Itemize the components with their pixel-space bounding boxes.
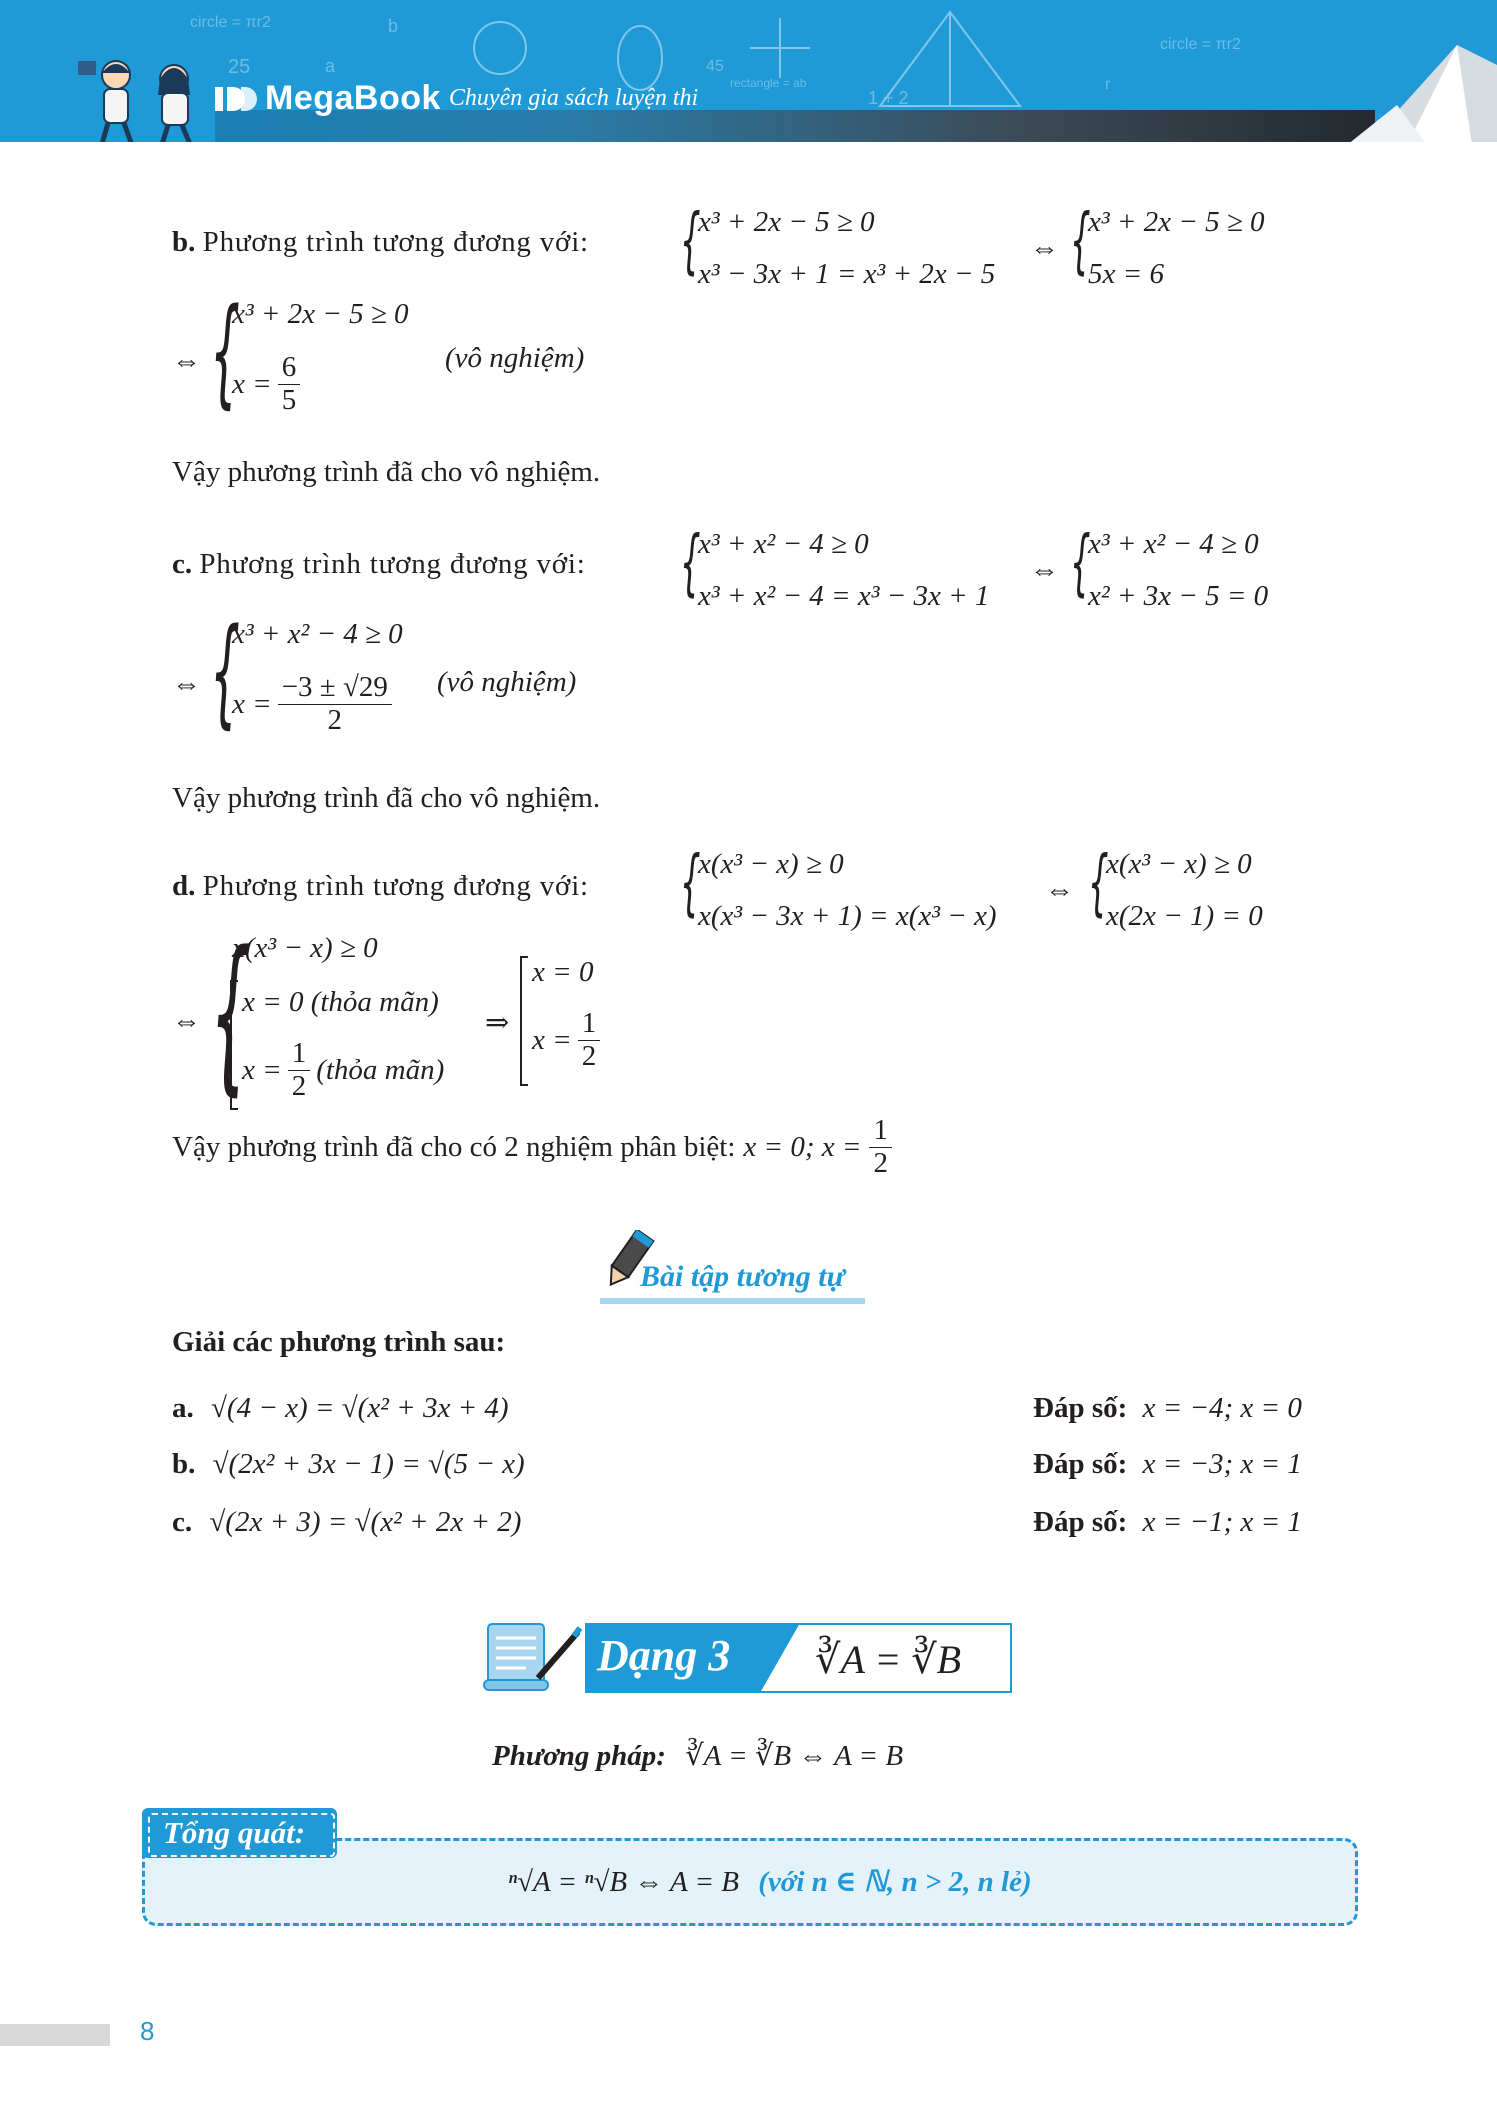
exercise-equation: √(2x² + 3x − 1) = √(5 − x) — [212, 1448, 525, 1480]
header-doodle: r — [1105, 76, 1111, 93]
exercise-label: b. — [172, 1448, 196, 1480]
brand-name: MegaBook — [265, 78, 441, 117]
answer-label: Đáp số: — [1033, 1506, 1128, 1538]
equation-line: x³ + x² − 4 ≥ 0 — [1088, 528, 1259, 560]
students-illustration — [64, 55, 214, 142]
equivalence-symbol: ⇔ — [1045, 874, 1074, 906]
part-b-conclusion: Vậy phương trình đã cho vô nghiệm. — [172, 456, 601, 488]
equivalence-symbol: ⇔ — [1030, 554, 1059, 586]
equation-line: x³ + 2x − 5 ≥ 0 — [1088, 206, 1265, 238]
answer-label: Đáp số: — [1033, 1448, 1128, 1480]
equation-line: x³ + 2x − 5 ≥ 0 — [232, 298, 409, 330]
method-label: Phương pháp: — [492, 1740, 666, 1772]
equation-line: x(2x − 1) = 0 — [1106, 900, 1263, 932]
section-title-bai-tap: Bài tập tương tự — [640, 1260, 845, 1293]
exercise-answer — [1033, 1448, 1302, 1481]
part-b-intro-line — [172, 226, 589, 259]
header-doodle: 1 + 2 — [868, 88, 909, 108]
exercise-item — [172, 1506, 521, 1539]
general-formula: ⁿ√A = ⁿ√B ⇔ A = B — [508, 1866, 740, 1898]
exercise-item — [172, 1448, 525, 1481]
equation-line: x³ + 2x − 5 ≥ 0 — [698, 206, 875, 238]
brand-tagline: Chuyên gia sách luyện thi — [448, 84, 699, 111]
equation-line: x³ + x² − 4 ≥ 0 — [698, 528, 869, 560]
bracket — [520, 956, 528, 1086]
megabook-logo-icon — [215, 83, 257, 113]
part-b-label: b. — [172, 226, 196, 258]
method-formula: ∛A = ∛B ⇔ A = B — [685, 1740, 904, 1772]
answer-value: x = −3; x = 1 — [1142, 1448, 1302, 1480]
equation-line: x(x³ − x) ≥ 0 — [698, 848, 844, 880]
part-d-solution: x = 0; x = — [743, 1130, 862, 1163]
part-c-intro: Phương trình tương đương với: — [199, 548, 586, 580]
equivalence-symbol: ⇔ — [172, 1005, 201, 1037]
equation-line: x = $\frac{6}{5}$ — [232, 352, 300, 417]
equation-line: x = $\frac{-3 \pm √29}{2}$ — [232, 672, 392, 737]
equation-line: 5x = 6 — [1088, 258, 1164, 290]
part-c-label: c. — [172, 548, 193, 580]
part-c-conclusion: Vậy phương trình đã cho vô nghiệm. — [172, 782, 601, 814]
exercise-label: a. — [172, 1392, 194, 1424]
equation-line: x³ − 3x + 1 = x³ + 2x − 5 — [698, 258, 996, 290]
exercise-answer — [1033, 1392, 1302, 1425]
equation-line: x(x³ − 3x + 1) = x(x³ − x) — [698, 900, 997, 932]
equivalence-symbol: ⇔ — [172, 345, 201, 377]
part-d-label: d. — [172, 870, 196, 902]
part-c-note: (vô nghiệm) — [437, 666, 577, 698]
dang3-title: Dạng 3 — [597, 1631, 731, 1680]
equation-line: x(x³ − x) ≥ 0 — [1106, 848, 1252, 880]
part-d-fraction: $\frac{1}{2}$ — [869, 1115, 892, 1180]
header-doodle: a — [325, 56, 336, 76]
equation-line: x³ + x² − 4 ≥ 0 — [232, 618, 403, 650]
equivalence-symbol: ⇔ — [172, 668, 201, 700]
equation-line: x(x³ − x) ≥ 0 — [232, 932, 378, 964]
exercise-instruction: Giải các phương trình sau: — [172, 1326, 506, 1358]
part-d-conclusion-line — [172, 1115, 892, 1180]
part-c-intro-line — [172, 548, 586, 581]
method-line — [492, 1738, 903, 1773]
equation-line: x² + 3x − 5 = 0 — [1088, 580, 1269, 612]
equivalence-symbol: ⇔ — [1030, 232, 1059, 264]
header-doodle: rectangle = ab — [730, 76, 807, 90]
equation-line: x = 0 — [532, 956, 594, 988]
exercise-label: c. — [172, 1506, 193, 1538]
brand — [215, 78, 698, 118]
part-d-intro: Phương trình tương đương với: — [202, 870, 589, 902]
dang3-formula: ∛A = ∛B — [815, 1637, 962, 1682]
general-formula-line — [508, 1864, 1032, 1899]
implies-symbol: ⇒ — [485, 1007, 510, 1039]
header-doodle: circle = πr2 — [1160, 36, 1241, 53]
equation-line: x³ + x² − 4 = x³ − 3x + 1 — [698, 580, 990, 612]
bracket — [230, 980, 238, 1110]
header-doodle: circle = πr2 — [190, 14, 271, 31]
general-condition: (với n ∈ ℕ, n > 2, n lẻ) — [758, 1866, 1032, 1898]
equation-line: x = $\frac{1}{2}$ (thỏa mãn) — [242, 1037, 445, 1102]
part-b-intro: Phương trình tương đương với: — [202, 226, 589, 258]
page-number: 8 — [140, 2016, 155, 2046]
answer-label: Đáp số: — [1033, 1392, 1128, 1424]
exercise-equation: √(2x + 3) = √(x² + 2x + 2) — [209, 1506, 522, 1538]
header-doodle: b — [388, 16, 399, 36]
scroll-pen-icon — [482, 1618, 582, 1698]
exercise-equation: √(4 − x) = √(x² + 3x + 4) — [211, 1392, 509, 1424]
header-doodle: 25 — [228, 56, 251, 78]
header-doodle: 45 — [706, 58, 724, 75]
mountain-graphic — [1347, 45, 1497, 142]
answer-value: x = −1; x = 1 — [1142, 1506, 1302, 1538]
equation-line: x = $\frac{1}{2}$ — [532, 1008, 600, 1073]
section-underline — [600, 1298, 865, 1304]
answer-value: x = −4; x = 0 — [1142, 1392, 1302, 1424]
part-d-conclusion: Vậy phương trình đã cho có 2 nghiệm phân biệt: — [172, 1130, 736, 1163]
equation-line: x = 0 (thỏa mãn) — [242, 986, 439, 1018]
exercise-answer — [1033, 1506, 1302, 1539]
header-pyramid-doodle — [860, 6, 1040, 116]
footer-bar — [0, 2024, 110, 2046]
part-d-intro-line — [172, 870, 589, 903]
general-label: Tổng quát: — [163, 1815, 306, 1850]
part-b-note: (vô nghiệm) — [445, 342, 585, 374]
page-header — [0, 0, 1497, 142]
exercise-item — [172, 1392, 509, 1425]
